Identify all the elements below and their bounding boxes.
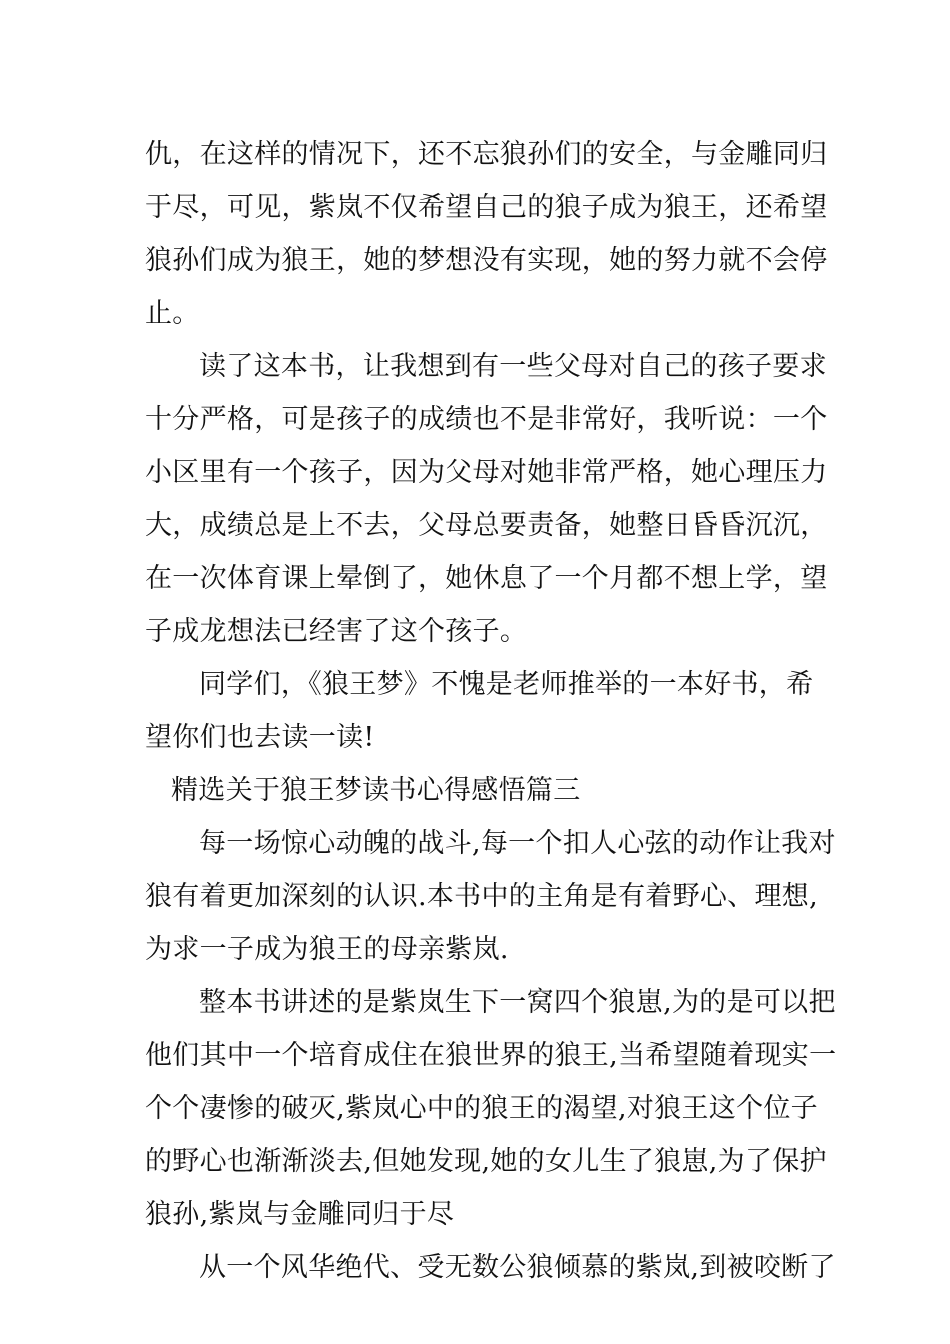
text-line: 同学们，《狼王梦》不愧是老师推举的一本好书，希: [199, 669, 814, 700]
text-line: 读了这本书，让我想到有一些父母对自己的孩子要求: [199, 351, 827, 382]
document-body: [145, 128, 837, 1294]
text-line: 狼孙们成为狼王，她的梦想没有实现，她的努力就不会停: [145, 245, 828, 276]
text-line: 整本书讲述的是紫岚生下一窝四个狼崽,为的是可以把: [199, 987, 836, 1018]
text-line: 个个凄惨的破灭,紫岚心中的狼王的渴望,对狼王这个位子: [145, 1093, 818, 1124]
text-line: 他们其中一个培育成住在狼世界的狼王,当希望随着现实一: [145, 1040, 837, 1071]
text-line: 狼孙,紫岚与金雕同归于尽: [145, 1199, 455, 1230]
text-line: 每一场惊心动魄的战斗,每一个扣人心弦的动作让我对: [199, 828, 836, 859]
text-line: 望你们也去读一读!: [145, 722, 375, 753]
text-line: 狼有着更加深刻的认识.本书中的主角是有着野心、理想,: [145, 881, 818, 912]
paragraph: [145, 1241, 836, 1294]
paragraph: [145, 340, 828, 658]
text-line: 止。: [145, 298, 200, 329]
paragraph: [145, 817, 836, 976]
text-line: 的野心也渐渐淡去,但她发现,她的女儿生了狼崽,为了保护: [145, 1146, 827, 1177]
text-line: 从一个风华绝代、受无数公狼倾慕的紫岚,到被咬断了: [199, 1252, 836, 1283]
text-line: 子成龙想法已经害了这个孩子。: [145, 616, 528, 647]
paragraph: [145, 658, 815, 764]
text-line: 小区里有一个孩子，因为父母对她非常严格，她心理压力: [145, 457, 828, 488]
text-line: 于尽，可见，紫岚不仅希望自己的狼子成为狼王，还希望: [145, 192, 828, 223]
text-line: 大，成绩总是上不去，父母总要责备，她整日昏昏沉沉，: [145, 510, 828, 541]
paragraph: [145, 128, 828, 340]
text-line: 在一次体育课上晕倒了，她休息了一个月都不想上学，望: [145, 563, 828, 594]
text-line: 十分严格，可是孩子的成绩也不是非常好，我听说：一个: [145, 404, 828, 435]
section-heading: 精选关于狼王梦读书心得感悟篇三: [171, 775, 581, 806]
text-line: 为求一子成为狼王的母亲紫岚.: [145, 934, 509, 965]
text-line: 仇，在这样的情况下，还不忘狼孙们的安全，与金雕同归: [145, 139, 828, 170]
paragraph: [145, 976, 837, 1241]
